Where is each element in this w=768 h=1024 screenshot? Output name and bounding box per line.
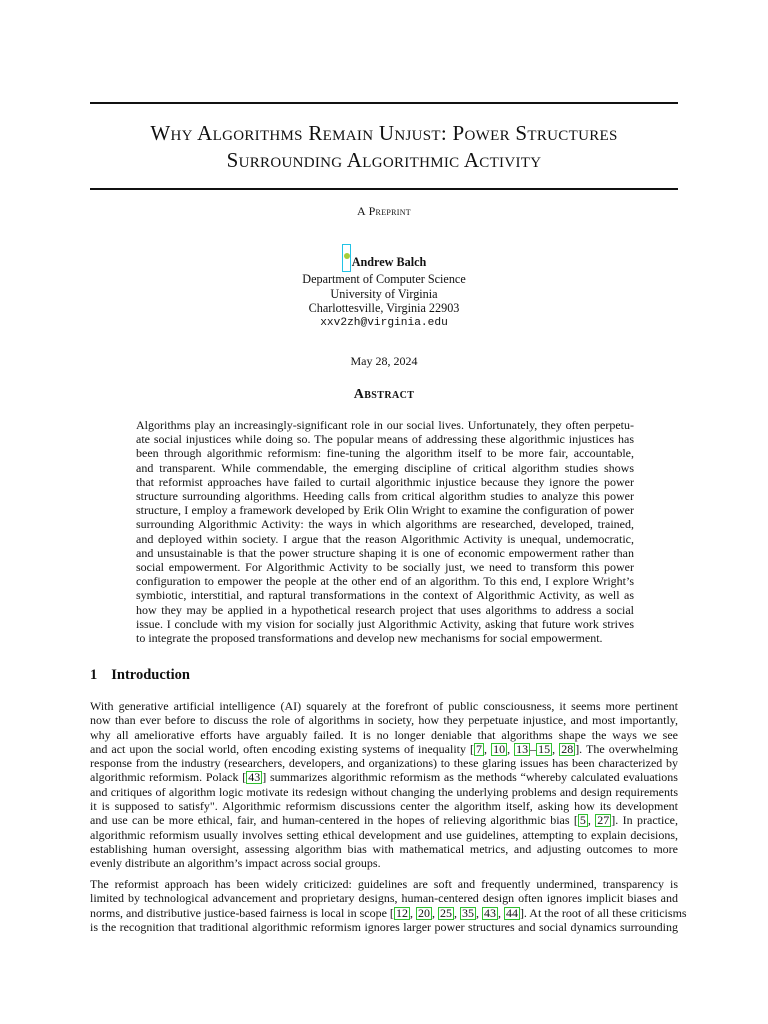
- abstract-line: issue. I conclude with my vision for socially just Algorithmic Activity, asking that future work strives: [136, 616, 634, 631]
- text-run: norms, and distributive justice-based fairness is local in scope [: [90, 905, 394, 920]
- abstract-heading: Abstract: [353, 387, 415, 402]
- paragraph-line: and act upon the social world, often encoding existing systems of inequality [ 7 , 10 , 13 – 15 , 28 ]. The overwhelming: [90, 741, 679, 756]
- text-run: and act upon the social world, often encoding existing systems of inequality [: [90, 741, 475, 756]
- section-title: Introduction: [111, 667, 190, 683]
- citation-link[interactable]: 7: [476, 741, 483, 756]
- citation-link[interactable]: 35: [461, 905, 474, 920]
- paragraph-line: now than ever before to discuss the role of algorithms in society, how they perpetuate injustice, and most importantly,: [90, 713, 678, 728]
- title-top-rule: [90, 102, 678, 104]
- citation-link[interactable]: 28: [561, 741, 574, 756]
- text-run: and use can be more ethical, fair, and human-centered in the hopes of relieving algorithmic bias [: [90, 813, 578, 828]
- paragraph-line: it is supposed to satisfy". Algorithmic reformism discussions center the algorithm itself, asking how its development: [90, 799, 678, 814]
- preprint-label: A Preprint: [356, 204, 411, 218]
- paper-title: [90, 120, 678, 174]
- paragraph-line: With generative artificial intelligence (AI) squarely at the forefront of public consciousness, it seems more pertinent: [90, 699, 678, 713]
- author-university: University of Virginia: [330, 286, 438, 301]
- citation-link[interactable]: 43: [248, 770, 261, 785]
- citation-link[interactable]: 10: [493, 741, 506, 756]
- paragraph-line: limited by technological advancement and proprietary designs, human-centered design often ignores implicit biases and: [90, 891, 678, 906]
- author-email[interactable]: xxv2zh@virginia.edu: [320, 316, 448, 329]
- paragraph-line: evenly distribute an algorithm’s impact across social groups.: [90, 856, 381, 871]
- abstract-line: social empowerment. For Algorithmic Activity to be socially just, we need to transform this power: [136, 560, 634, 575]
- paragraph-line: response from the industry (researchers, developers, and organizations) to these glaring issues has been characterized by: [90, 756, 678, 771]
- abstract-line: structure surrounding algorithms. Heeding calls from critical algorithm studies to analyze this power: [136, 489, 634, 504]
- citation-link[interactable]: 25: [439, 905, 452, 920]
- author-name: Andrew Balch: [351, 255, 427, 269]
- intro-paragraph-1: [90, 699, 678, 871]
- paragraph-line: The reformist approach has been widely criticized: guidelines are soft and frequently undermined, transparency is: [90, 877, 678, 891]
- text-run: ] summarizes algorithmic reformism as the methods “whereby calculated evaluations: [262, 770, 678, 785]
- text-run: ]. The overwhelming: [575, 741, 679, 756]
- title-bottom-rule: [90, 188, 678, 190]
- paragraph-line: [90, 770, 678, 784]
- abstract-line: Algorithms play an increasingly-significant role in our social lives. Unfortunately, they often perpetu-: [136, 418, 634, 432]
- paragraph-line: and use can be more ethical, fair, and human-centered in the hopes of relieving algorithmic bias [ 5 , 27 ]. In practice,: [90, 813, 678, 828]
- citation-link[interactable]: 27: [597, 813, 610, 828]
- abstract-line: and deployed within society. I argue that the reason Algorithmic Activity is unequal, undemocratic,: [136, 531, 634, 546]
- citation-link[interactable]: 13: [516, 741, 529, 756]
- intro-paragraph-2: [90, 877, 687, 934]
- citation-range-dash: –: [530, 741, 537, 756]
- orcid-icon: [344, 253, 350, 259]
- abstract-line: structure, I employ a framework developed by Erik Olin Wright to examine the configuration of power: [136, 503, 634, 518]
- abstract-line: that reformist approaches have failed to curtail algorithmic injustice because they ignore the power: [136, 474, 634, 489]
- abstract-line: to integrate the proposed transformations and develop new mechanisms for social empowerment.: [136, 631, 603, 646]
- text-run: ]. At the root of all these criticisms: [519, 905, 687, 920]
- paragraph-line: why all ameliorative efforts have arguably failed. It is no longer deniable that algorithms shape the ways we see: [90, 727, 678, 742]
- section-heading: [90, 667, 190, 684]
- citation-link[interactable]: 44: [505, 905, 518, 920]
- citation-link[interactable]: 20: [417, 905, 430, 920]
- abstract-line: and unsustainable is that the power structure shaping it is one of economic empowerment rather than: [136, 545, 634, 560]
- abstract-line: been through algorithmic reformism: fine-tuning the algorithm itself to be more fair, accountable,: [136, 446, 634, 461]
- paragraph-line: establishing human oversight, assessing algorithm bias with mathematical metrics, and adjusting outcomes to more: [90, 841, 678, 856]
- paragraph-line: is the recognition that traditional algorithmic reformism ignores larger power structures and social dynamics surrounding: [90, 919, 678, 934]
- section-number: 1: [90, 667, 98, 683]
- publication-date: May 28, 2024: [350, 354, 418, 368]
- text-run: algorithmic reformism. Polack [: [90, 770, 247, 785]
- abstract-line: and transparent. While commendable, the emerging discipline of critical algorithm studies shows: [136, 460, 634, 475]
- title-line-2: Surrounding Algorithmic Activity: [226, 148, 542, 172]
- author-department: Department of Computer Science: [302, 272, 466, 286]
- title-line-1: Why Algorithms Remain Unjust: Power Structures: [150, 121, 618, 145]
- abstract-line: surrounding Algorithmic Activity: the ways in which algorithms are researched, developed, trained,: [136, 517, 634, 532]
- citation-link[interactable]: 5: [579, 813, 586, 828]
- abstract-line: symbiotic, interstitial, and raptural transformations in the context of Algorithmic Activity, as well as: [136, 588, 634, 603]
- abstract-text: [136, 418, 634, 645]
- citation-link[interactable]: 12: [395, 905, 408, 920]
- citation-link[interactable]: 15: [538, 741, 551, 756]
- text-run: ]. In practice,: [611, 813, 678, 828]
- author-location: Charlottesville, Virginia 22903: [308, 301, 460, 315]
- abstract-line: ate social injustices while doing so. The popular means of addressing these algorithmic injustices has: [136, 432, 634, 447]
- paragraph-line: norms, and distributive justice-based fairness is local in scope [ 12 , 20 , 25 , 35 , 43 , 44 ]. At the root of all these criticisms: [90, 905, 687, 920]
- abstract-line: how they may be applied in a hypothetical research project that uses algorithms to address a social: [136, 602, 634, 617]
- citation-link[interactable]: 43: [483, 905, 496, 920]
- author-block: [0, 244, 768, 330]
- orcid-link[interactable]: [342, 244, 351, 272]
- paragraph-line: algorithmic reformism usually involves setting ethical development and use guidelines, attempting to explain decisions,: [90, 827, 678, 842]
- abstract-line: configuration to empower the people at the other end of an algorithm. To this end, I explore Wright’s: [136, 574, 634, 589]
- paragraph-line: and critiques of algorithm logic motivate its redesign without changing the underlying problems and design requirements: [90, 784, 678, 799]
